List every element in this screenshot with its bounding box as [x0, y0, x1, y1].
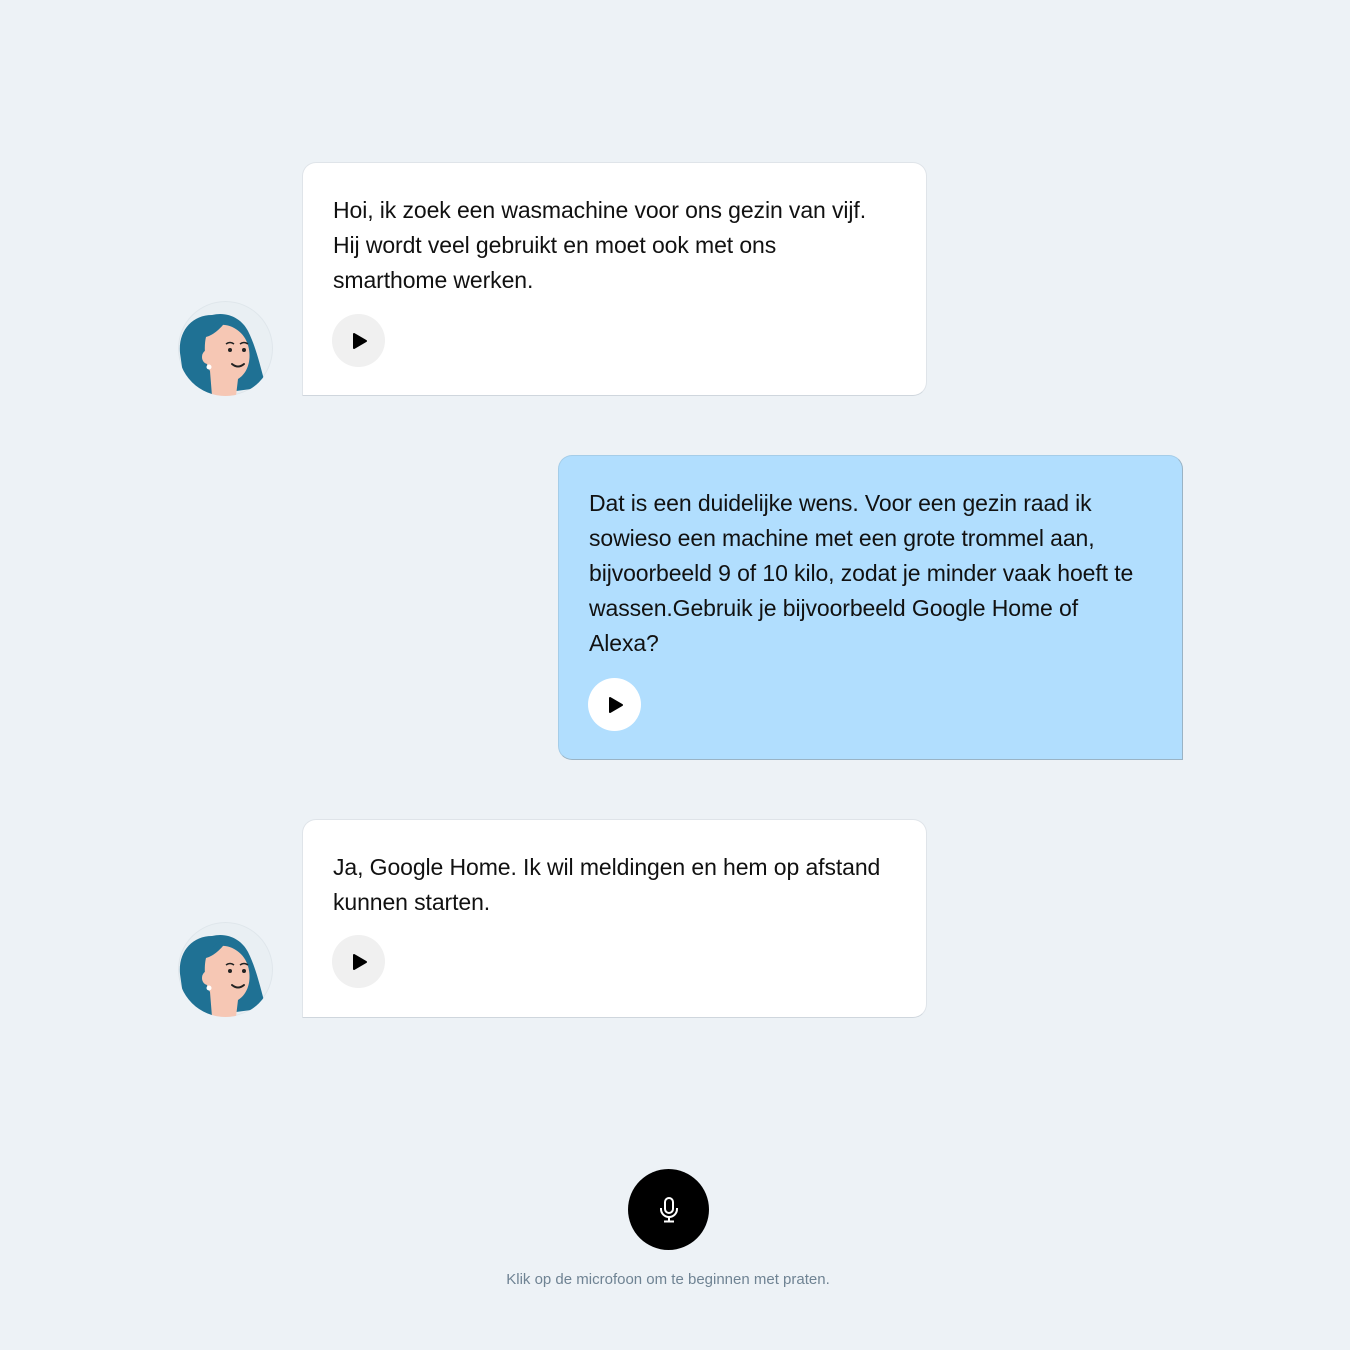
message-bubble-user — [302, 819, 927, 1018]
message-bubble-assistant — [558, 455, 1183, 760]
play-button[interactable] — [332, 314, 385, 367]
play-icon — [606, 696, 624, 714]
microphone-hint: Klik op de microfoon om te beginnen met praten. — [506, 1271, 830, 1288]
woman-avatar-icon — [178, 301, 273, 396]
play-icon — [350, 953, 368, 971]
woman-avatar-icon — [178, 922, 273, 1017]
message-bubble-user — [302, 162, 927, 396]
message-text: Ja, Google Home. Ik wil meldingen en hem op afstand kunnen starten. — [333, 854, 881, 915]
play-button[interactable] — [332, 935, 385, 988]
avatar — [178, 922, 273, 1017]
play-button[interactable] — [588, 678, 641, 731]
microphone-icon — [658, 1197, 680, 1223]
play-icon — [350, 332, 368, 350]
message-text: Dat is een duidelijke wens. Voor een gezin raad ik sowieso een machine met een grote trommel aan, bijvoorbeeld 9 of 10 kilo, zodat je minder vaak hoeft te wassen.Gebruik je bijvoorbeeld Google Home of Alexa? — [589, 490, 1134, 656]
microphone-button[interactable] — [628, 1169, 709, 1250]
avatar — [178, 301, 273, 396]
message-text: Hoi, ik zoek een wasmachine voor ons gezin van vijf. Hij wordt veel gebruikt en moet ook met ons smarthome werken. — [333, 197, 867, 293]
